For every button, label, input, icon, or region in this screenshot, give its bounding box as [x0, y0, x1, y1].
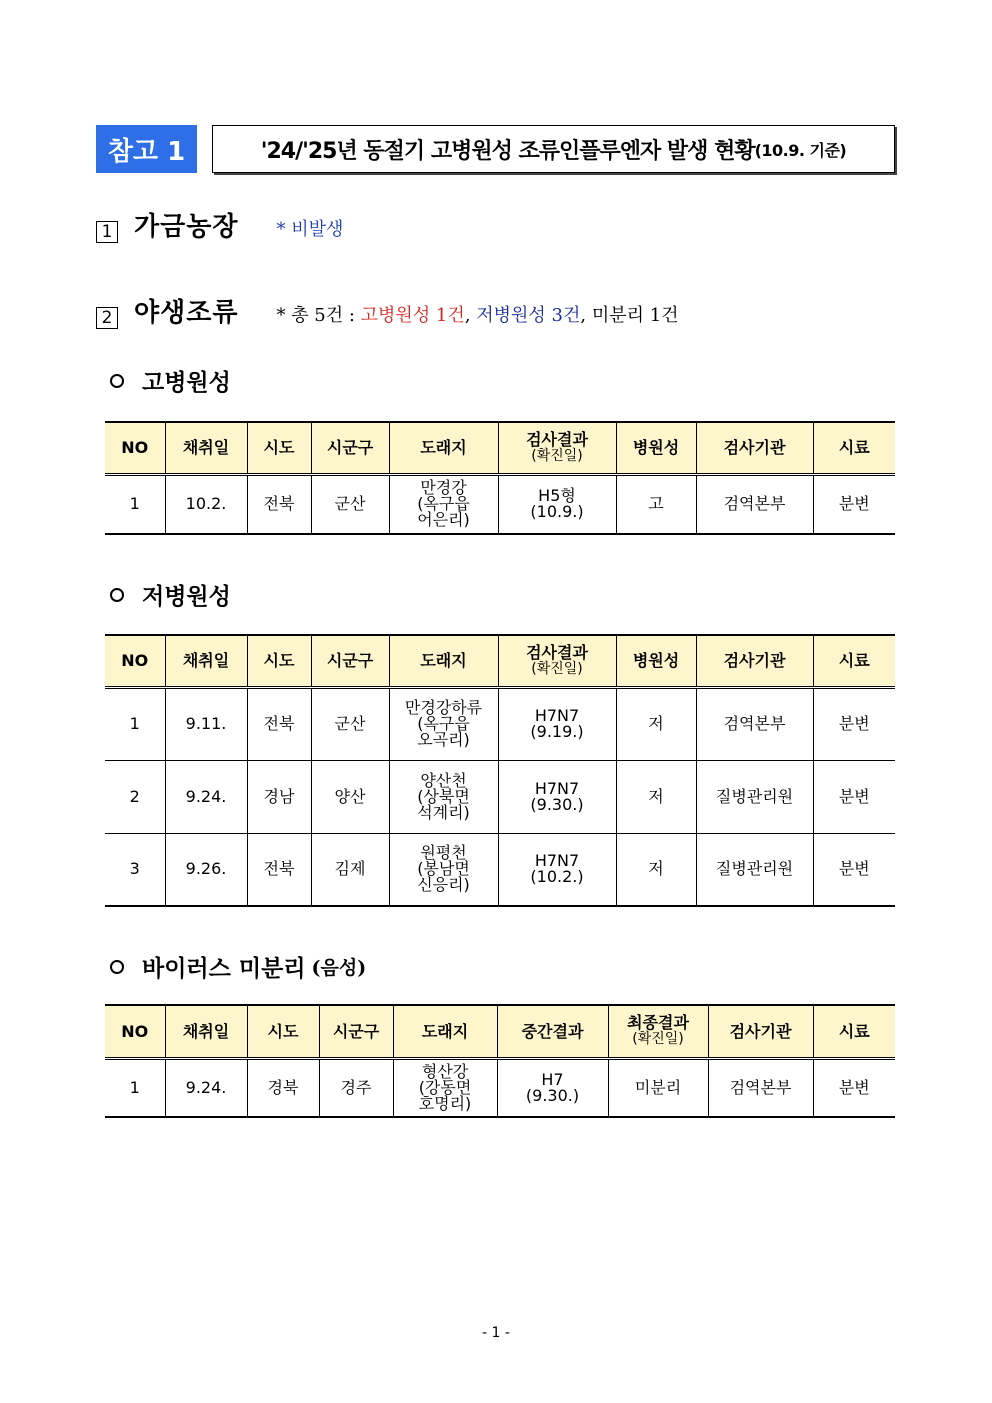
- cell-no: 1: [105, 1058, 165, 1117]
- section-poultry-farms: [96, 206, 343, 243]
- subsection-title: 바이러스 미분리: [142, 955, 306, 982]
- section-number: 1: [96, 221, 118, 243]
- cell-sigungu: 군산: [311, 474, 389, 534]
- location-name: 양산천: [420, 770, 467, 790]
- page-number: - 1 -: [482, 1325, 510, 1341]
- col-result: [498, 635, 616, 687]
- header-line: 검사결과: [526, 642, 588, 662]
- cell-sigungu: 경주: [319, 1058, 393, 1117]
- col-pathogenicity: 병원성: [616, 635, 696, 687]
- mid-date: (9.30.): [525, 1085, 580, 1105]
- cell-location: [393, 1058, 497, 1117]
- cell-location: [389, 760, 498, 833]
- location-village: 오곡리): [417, 730, 470, 749]
- table-header-row: [105, 635, 895, 687]
- col-no: NO: [105, 422, 165, 474]
- cell-mid-result: [497, 1058, 608, 1117]
- cell-pathogenicity: 저: [616, 760, 696, 833]
- high-path-table: [105, 421, 895, 535]
- subsection-high-path: [110, 364, 231, 397]
- cell-result: [498, 833, 616, 906]
- location-town: (옥구읍: [417, 714, 470, 733]
- cell-agency: 질병관리원: [696, 833, 813, 906]
- location-name: 만경강하류: [404, 698, 483, 717]
- result-value: H7N7: [534, 706, 580, 725]
- cell-no: 2: [105, 760, 165, 833]
- cell-sigungu: 양산: [311, 760, 389, 833]
- col-agency: 검사기관: [696, 635, 813, 687]
- header-subline: (확진일): [531, 660, 583, 677]
- col-date: 채취일: [165, 1005, 247, 1058]
- summary-prefix: * 총 5건 :: [276, 305, 361, 326]
- cell-sample: 분변: [813, 474, 895, 534]
- section-note: * 비발생: [276, 219, 344, 240]
- col-sigungu: 시군구: [319, 1005, 393, 1058]
- header-subline: (확진일): [531, 447, 583, 464]
- col-sample: 시료: [813, 635, 895, 687]
- bullet-circle-icon: [110, 374, 124, 388]
- section-wild-birds: [96, 292, 679, 329]
- cell-sido: 경남: [247, 760, 311, 833]
- bullet-circle-icon: [110, 960, 124, 974]
- result-value: H7N7: [534, 851, 580, 871]
- col-location: 도래지: [393, 1005, 497, 1058]
- cell-sido: 경북: [247, 1058, 319, 1117]
- result-value: H5형: [538, 486, 576, 506]
- col-no: NO: [105, 1005, 165, 1058]
- confirm-date: (10.9.): [530, 502, 584, 522]
- col-date: 채취일: [165, 635, 247, 687]
- location-town: (강동면: [418, 1077, 472, 1097]
- col-no: NO: [105, 635, 165, 687]
- cell-sigungu: 군산: [311, 687, 389, 760]
- location-town: (옥구읍: [417, 494, 470, 514]
- header-line: 검사결과: [526, 429, 588, 449]
- summary-high-path: 고병원성 1건: [360, 305, 465, 326]
- low-path-table: [105, 634, 895, 907]
- summary-unisolated: 미분리 1건: [591, 305, 679, 326]
- location-village: 석계리): [417, 802, 470, 822]
- bullet-circle-icon: [110, 588, 124, 602]
- cell-date: 9.11.: [165, 687, 247, 760]
- mid-value: H7: [541, 1069, 564, 1089]
- col-location: 도래지: [389, 422, 498, 474]
- subsection-title: 저병원성: [142, 583, 231, 610]
- table-row: [105, 833, 895, 906]
- cell-sample: 분변: [813, 687, 895, 760]
- col-sido: 시도: [247, 422, 311, 474]
- cell-sample: 분변: [813, 1058, 895, 1117]
- cell-sido: 전북: [247, 833, 311, 906]
- table-row: [105, 687, 895, 760]
- col-location: 도래지: [389, 635, 498, 687]
- table-header-row: [105, 422, 895, 474]
- cell-result: [498, 474, 616, 534]
- subsection-subtitle: (음성): [311, 957, 367, 979]
- section-summary: [276, 301, 678, 327]
- cell-date: 9.26.: [165, 833, 247, 906]
- subsection-unisolated: [110, 950, 366, 983]
- cell-agency: 검역본부: [708, 1058, 813, 1117]
- subsection-low-path: [110, 578, 231, 611]
- summary-separator: ,: [580, 305, 592, 326]
- title-main: '24/'25년 동절기 고병원성 조류인플루엔자 발생 현황: [260, 138, 755, 164]
- cell-sample: 분변: [813, 760, 895, 833]
- location-name: 원평천: [420, 843, 467, 863]
- cell-pathogenicity: 고: [616, 474, 696, 534]
- confirm-date: (10.2.): [530, 867, 584, 887]
- unisolated-table: [105, 1004, 895, 1118]
- cell-no: 1: [105, 474, 165, 534]
- col-sample: 시료: [813, 422, 895, 474]
- header-line: 최종결과: [627, 1013, 689, 1033]
- cell-result: [498, 760, 616, 833]
- document-title: [212, 125, 895, 173]
- location-village: 어은리): [417, 510, 470, 530]
- cell-location: [389, 687, 498, 760]
- title-basis: (10.9. 기준): [754, 140, 847, 160]
- summary-separator: ,: [464, 305, 477, 326]
- header-subline: (확진일): [632, 1031, 684, 1048]
- cell-sample: 분변: [813, 833, 895, 906]
- cell-final-result: 미분리: [608, 1058, 708, 1117]
- col-sido: 시도: [247, 635, 311, 687]
- cell-pathogenicity: 저: [616, 833, 696, 906]
- confirm-date: (9.30.): [530, 794, 584, 814]
- col-result: [498, 422, 616, 474]
- col-agency: 검사기관: [696, 422, 813, 474]
- col-pathogenicity: 병원성: [616, 422, 696, 474]
- table-row: [105, 474, 895, 534]
- col-mid-result: 중간결과: [497, 1005, 608, 1058]
- col-date: 채취일: [165, 422, 247, 474]
- cell-sido: 전북: [247, 687, 311, 760]
- cell-date: 10.2.: [165, 474, 247, 534]
- location-name: 만경강: [420, 478, 467, 498]
- location-town: (상북면: [417, 786, 470, 806]
- cell-sigungu: 김제: [311, 833, 389, 906]
- cell-no: 1: [105, 687, 165, 760]
- col-sample: 시료: [813, 1005, 895, 1058]
- location-town: (봉남면: [417, 859, 470, 879]
- section-title: 야생조류: [134, 298, 239, 328]
- cell-date: 9.24.: [165, 1058, 247, 1117]
- cell-location: [389, 833, 498, 906]
- cell-date: 9.24.: [165, 760, 247, 833]
- col-agency: 검사기관: [708, 1005, 813, 1058]
- location-village: 신응리): [417, 875, 470, 895]
- cell-agency: 검역본부: [696, 474, 813, 534]
- location-village: 호명리): [418, 1093, 472, 1113]
- col-final-result: [608, 1005, 708, 1058]
- section-title: 가금농장: [134, 212, 239, 242]
- cell-result: [498, 687, 616, 760]
- cell-agency: 질병관리원: [696, 760, 813, 833]
- cell-no: 3: [105, 833, 165, 906]
- summary-low-path: 저병원성 3건: [476, 305, 581, 326]
- cell-pathogenicity: 저: [616, 687, 696, 760]
- col-sido: 시도: [247, 1005, 319, 1058]
- cell-location: [389, 474, 498, 534]
- section-number: 2: [96, 307, 118, 329]
- result-value: H7N7: [534, 778, 580, 798]
- table-header-row: [105, 1005, 895, 1058]
- subsection-title: 고병원성: [142, 369, 231, 396]
- col-sigungu: 시군구: [311, 635, 389, 687]
- cell-sido: 전북: [247, 474, 311, 534]
- confirm-date: (9.19.): [530, 722, 584, 741]
- location-name: 형산강: [421, 1061, 469, 1081]
- col-sigungu: 시군구: [311, 422, 389, 474]
- table-row: [105, 1058, 895, 1117]
- reference-label: 참고 1: [96, 125, 197, 173]
- table-row: [105, 760, 895, 833]
- cell-agency: 검역본부: [696, 687, 813, 760]
